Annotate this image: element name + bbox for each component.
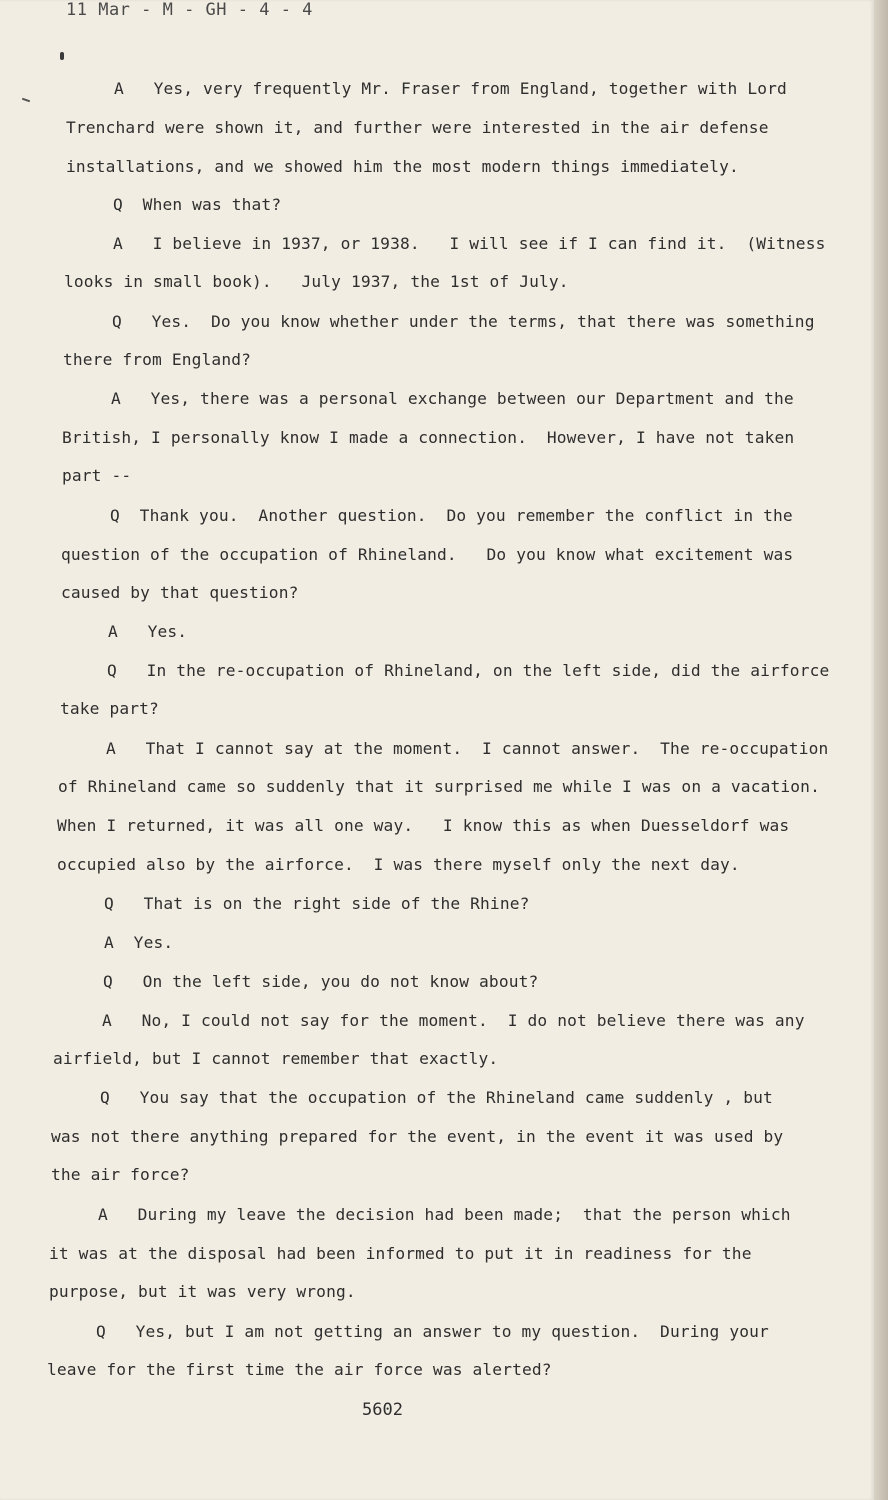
text-line: Q Yes, but I am not getting an answer to my question. During your (96, 1322, 769, 1341)
text-line: purpose, but it was very wrong. (49, 1282, 356, 1301)
text-line: of Rhineland came so suddenly that it surprised me while I was on a vacation. (58, 777, 820, 796)
text-line: Q Thank you. Another question. Do you remember the conflict in the (110, 506, 793, 525)
text-line: caused by that question? (61, 583, 299, 602)
text-line: it was at the disposal had been informed to put it in readiness for the (49, 1244, 752, 1263)
text-line: the air force? (51, 1165, 190, 1184)
text-line: occupied also by the airforce. I was there myself only the next day. (57, 855, 740, 874)
text-line: was not there anything prepared for the event, in the event it was used by (51, 1127, 784, 1146)
text-line: A Yes. (104, 933, 174, 952)
text-line: A During my leave the decision had been made; that the person which (98, 1205, 791, 1224)
ink-mark (60, 52, 64, 60)
text-line: When I returned, it was all one way. I know this as when Duesseldorf was (57, 816, 790, 835)
text-line: airfield, but I cannot remember that exactly. (53, 1049, 499, 1068)
text-line: there from England? (63, 350, 252, 369)
text-line: Q On the left side, you do not know about? (103, 972, 539, 991)
text-line: Q Yes. Do you know whether under the terms, that there was something (112, 312, 815, 331)
text-line: looks in small book). July 1937, the 1st of July. (64, 272, 569, 291)
page-header: 11 Mar - M - GH - 4 - 4 (66, 0, 313, 20)
text-line: A I believe in 1937, or 1938. I will see if I can find it. (Witness (113, 234, 826, 253)
text-line: Trenchard were shown it, and further were interested in the air defense (66, 118, 769, 137)
text-line: A Yes. (108, 622, 188, 641)
text-line: A Yes, there was a personal exchange between our Department and the (111, 389, 794, 408)
text-line: take part? (60, 699, 159, 718)
text-line: Q When was that? (113, 195, 282, 214)
paper-edge (874, 0, 888, 1500)
text-line: British, I personally know I made a connection. However, I have not taken (62, 428, 795, 447)
text-line: A That I cannot say at the moment. I cannot answer. The re-occupation (106, 739, 829, 758)
text-line: Q That is on the right side of the Rhine? (104, 894, 530, 913)
text-line: installations, and we showed him the most modern things immediately. (66, 157, 739, 176)
text-line: Q In the re-occupation of Rhineland, on the left side, did the airforce (107, 661, 830, 680)
text-line: leave for the first time the air force was alerted? (47, 1360, 552, 1379)
text-line: part -- (62, 466, 132, 485)
text-line: A Yes, very frequently Mr. Fraser from England, together with Lord (114, 79, 787, 98)
page-number: 5602 (362, 1400, 403, 1420)
text-line: question of the occupation of Rhineland. Do you know what excitement was (61, 545, 794, 564)
ink-mark (22, 98, 30, 103)
text-line: Q You say that the occupation of the Rhineland came suddenly , but (100, 1088, 773, 1107)
text-line: A No, I could not say for the moment. I do not believe there was any (102, 1011, 805, 1030)
